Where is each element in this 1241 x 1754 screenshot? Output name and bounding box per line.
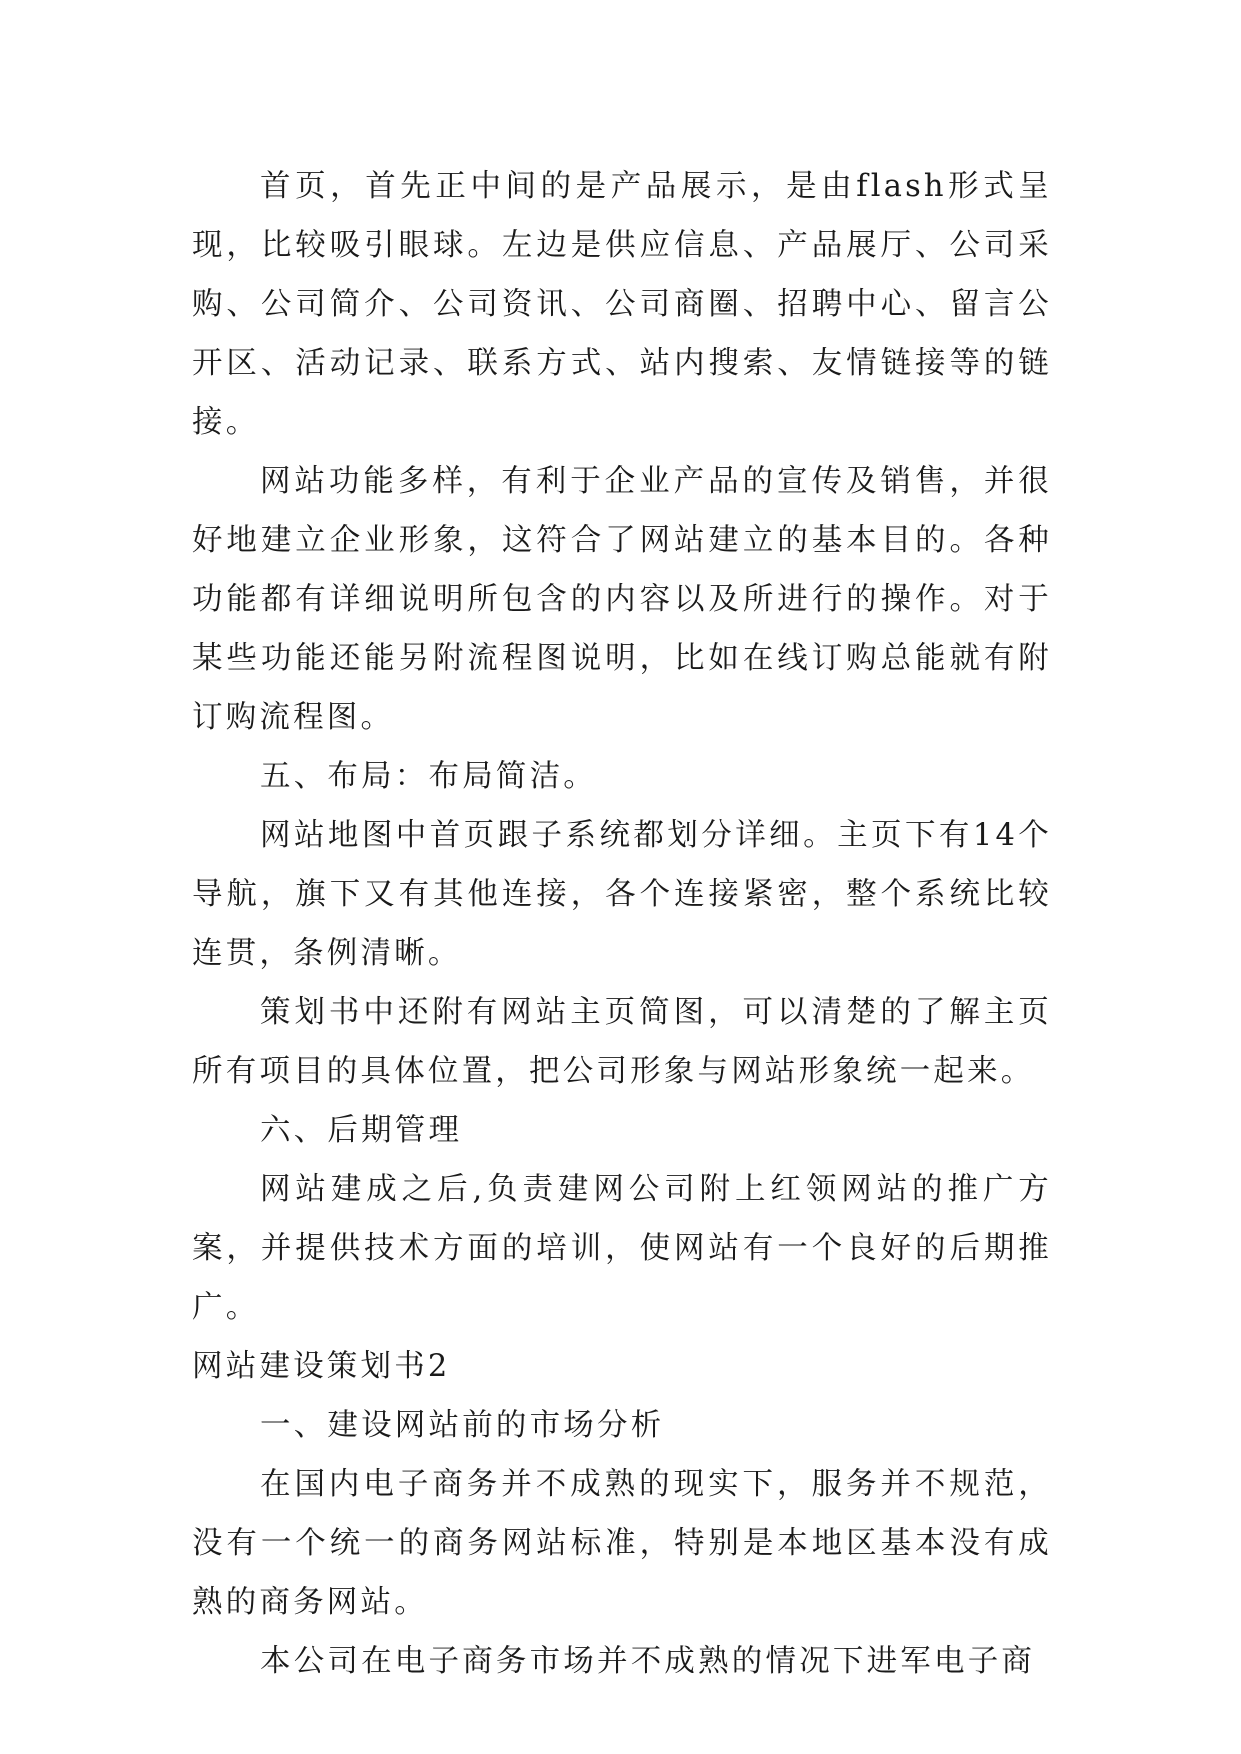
paragraph-domestic-market: 在国内电子商务并不成熟的现实下，服务并不规范，没有一个统一的商务网站标准，特别是本地区基本没有成熟的商务网站。 <box>192 1467 1052 1620</box>
document-body <box>192 157 1052 1691</box>
heading-layout: 五、布局：布局简洁。 <box>260 759 597 794</box>
paragraph-homepage: 首页，首先正中间的是产品展示，是由flash形式呈现，比较吸引眼球。左边是供应信息、产品展厅、公司采购、公司简介、公司资讯、公司商圈、招聘中心、留言公开区、活动记录、联系方式、站内搜索、友情链接等的链接。 <box>192 169 1052 440</box>
section-title: 网站建设策划书2 <box>192 1349 451 1384</box>
paragraph-promotion: 网站建成之后,负责建网公司附上红领网站的推广方案，并提供技术方面的培训，使网站有一个良好的后期推广。 <box>192 1172 1052 1325</box>
paragraph-features: 网站功能多样，有利于企业产品的宣传及销售，并很好地建立企业形象，这符合了网站建立的基本目的。各种功能都有详细说明所包含的内容以及所进行的操作。对于某些功能还能另附流程图说明，比如在线订购总能就有附订购流程图。 <box>192 464 1052 735</box>
heading-market-analysis: 一、建设网站前的市场分析 <box>260 1408 665 1443</box>
paragraph-sitemap: 网站地图中首页跟子系统都划分详细。主页下有14个导航，旗下又有其他连接，各个连接紧密，整个系统比较连贯，条例清晰。 <box>192 818 1052 971</box>
heading-maintenance: 六、后期管理 <box>260 1113 463 1148</box>
paragraph-homepage-sketch: 策划书中还附有网站主页简图，可以清楚的了解主页所有项目的具体位置，把公司形象与网站形象统一起来。 <box>192 995 1052 1089</box>
paragraph-company-entry: 本公司在电子商务市场并不成熟的情况下进军电子商 <box>260 1644 1036 1679</box>
